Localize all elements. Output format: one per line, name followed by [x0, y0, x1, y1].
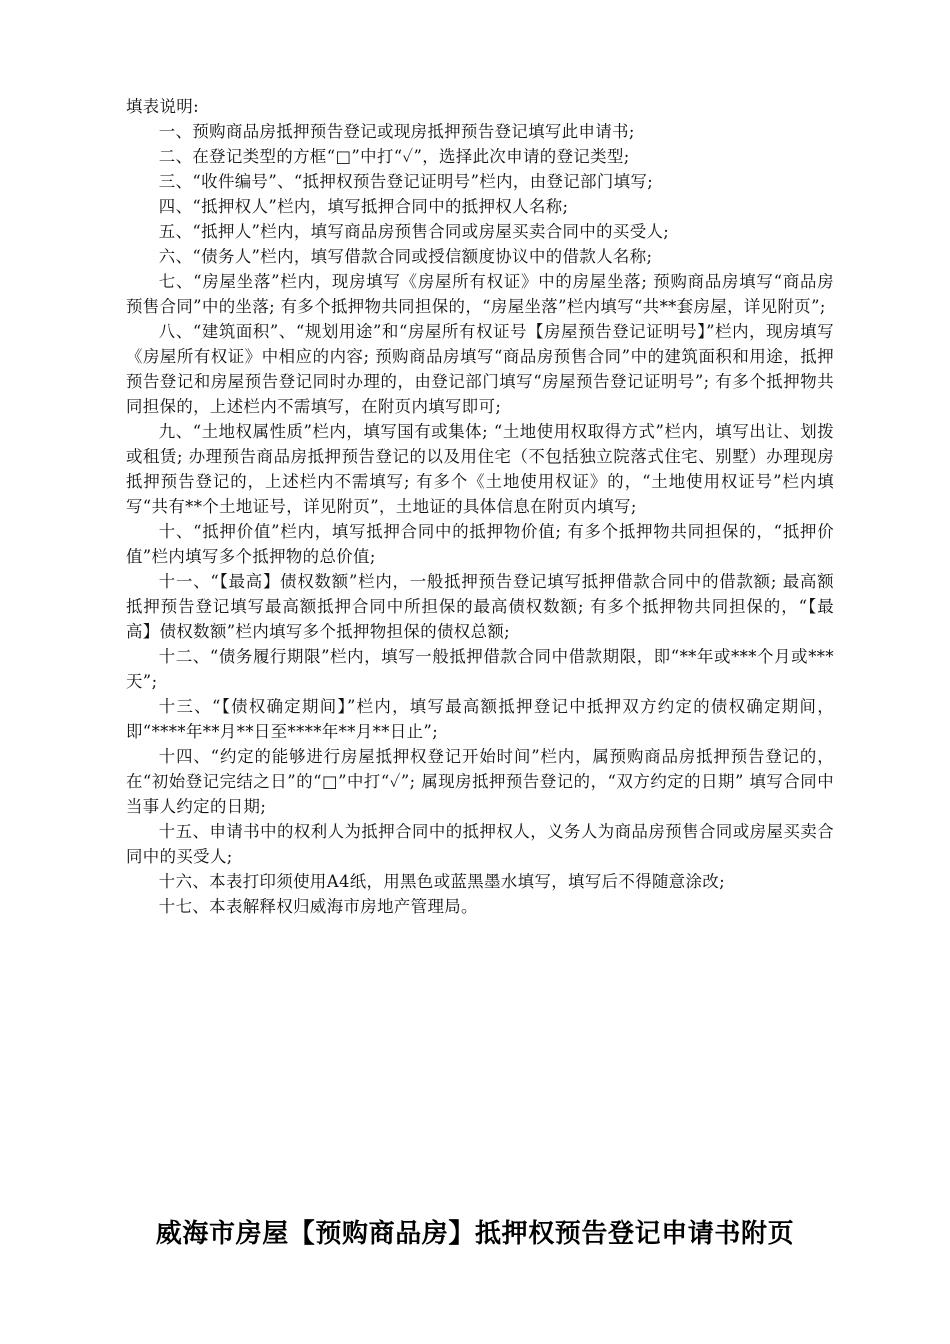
- instruction-item-1: 一、预购商品房抵押预告登记或现房抵押预告登记填写此申请书;: [158, 122, 635, 141]
- instruction-item-9: 九、“土地权属性质”栏内，填写国有或集体; “土地使用权取得方式”栏内，填写出让、划拨或租赁; 办理预告商品房抵押预告登记的以及用住宅（不包括独立院落式住宅、别墅）办理现房抵押预告登记的，上述栏内不需填写; 有多个《土地使用权证》的，“土地使用权证号”栏内填写“共有**个土地证号，详见附页”，土地证的具体信息在附页内填写;: [126, 422, 834, 516]
- instruction-item-16: 十六、本表打印须使用A4纸，用黑色或蓝黑墨水填写，填写后不得随意涂改;: [158, 872, 726, 891]
- instruction-item-4: 四、“抵押权人”栏内，填写抵押合同中的抵押权人名称;: [158, 197, 569, 216]
- instruction-item-13: 十三、“【债权确定期间】”栏内，填写最高额抵押登记中抵押双方约定的债权确定期间，即“****年**月**日至****年**月**日止”;: [126, 697, 834, 741]
- instruction-item-6: 六、“债务人”栏内，填写借款合同或授信额度协议中的借款人名称;: [158, 247, 653, 266]
- instructions-section: [126, 94, 834, 919]
- instruction-item-17: 十七、本表解释权归威海市房地产管理局。: [158, 897, 478, 916]
- instruction-item-3: 三、“收件编号”、“抵押权预告登记证明号”栏内，由登记部门填写;: [158, 172, 654, 191]
- appendix-title: 威海市房屋【预购商品房】抵押权预告登记申请书附页: [155, 1219, 795, 1250]
- instruction-item-2: 二、在登记类型的方框“□”中打“✓”，选择此次申请的登记类型;: [158, 147, 630, 166]
- instruction-item-11: 十一、“【最高】债权数额”栏内，一般抵押预告登记填写抵押借款合同中的借款额; 最高额抵押预告登记填写最高额抵押合同中所担保的最高债权数额; 有多个抵押物共同担保的，“【最高】债权数额”栏内填写多个抵押物担保的债权总额;: [126, 572, 834, 641]
- instruction-item-15: 十五、申请书中的权利人为抵押合同中的抵押权人，义务人为商品房预售合同或房屋买卖合同中的买受人;: [126, 822, 834, 866]
- instruction-item-10: 十、“抵押价值”栏内，填写抵押合同中的抵押物价值; 有多个抵押物共同担保的，“抵押价值”栏内填写多个抵押物的总价值;: [126, 522, 834, 566]
- instruction-item-5: 五、“抵押人”栏内，填写商品房预售合同或房屋买卖合同中的买受人;: [158, 222, 670, 241]
- instruction-item-7: 七、“房屋坐落”栏内，现房填写《房屋所有权证》中的房屋坐落; 预购商品房填写“商品房预售合同”中的坐落; 有多个抵押物共同担保的，“房屋坐落”栏内填写“共**套房屋，详见附页”;: [126, 272, 834, 316]
- instruction-item-12: 十二、“债务履行期限”栏内，填写一般抵押借款合同中借款期限，即“**年或***个月或***天”;: [126, 647, 834, 691]
- instructions-heading: 填表说明:: [126, 97, 200, 116]
- instruction-item-14: 十四、“约定的能够进行房屋抵押权登记开始时间”栏内，属预购商品房抵押预告登记的，在“初始登记完结之日”的“□”中打“✓”; 属现房抵押预告登记的，“双方约定的日期” 填写合同中当事人约定的日期;: [126, 747, 834, 816]
- instruction-item-8: 八、“建筑面积”、“规划用途”和“房屋所有权证号【房屋预告登记证明号】”栏内，现房填写《房屋所有权证》中相应的内容; 预购商品房填写“商品房预售合同”中的建筑面积和用途，抵押预告登记和房屋预告登记同时办理的，由登记部门填写“房屋预告登记证明号”; 有多个抵押物共同担保的，上述栏内不需填写，在附页内填写即可;: [126, 322, 834, 416]
